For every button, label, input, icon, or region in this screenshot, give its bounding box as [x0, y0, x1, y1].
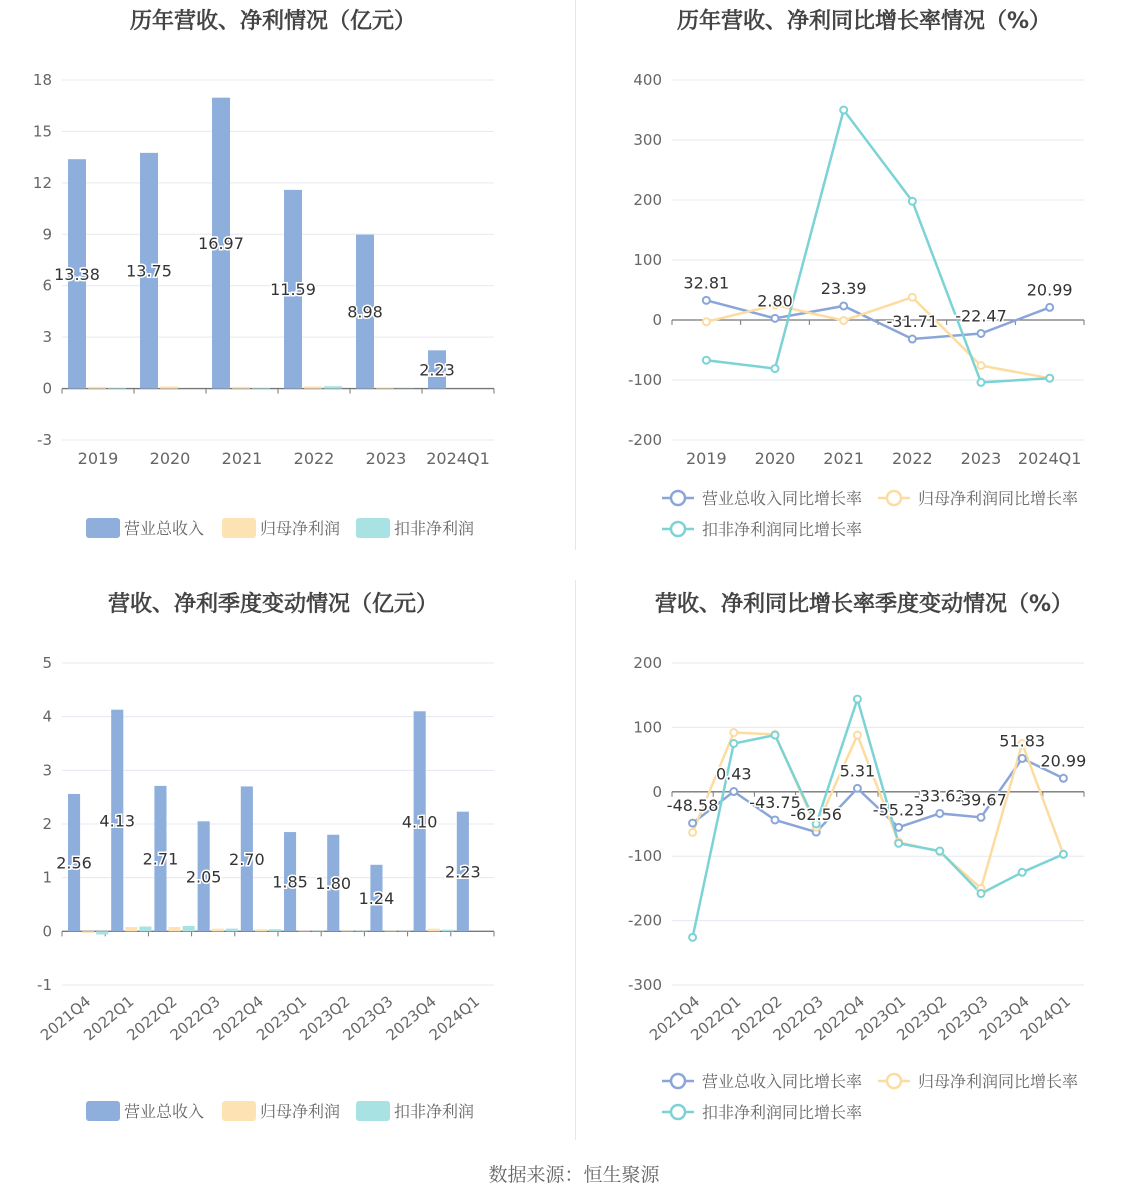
x-tick-label: 2021Q4: [645, 992, 704, 1045]
legend-swatch: [356, 1101, 390, 1121]
divider-bottom: [575, 580, 576, 1140]
x-tick-label: 2023: [365, 449, 407, 468]
point-营业总收入同比增长率: [1046, 304, 1053, 311]
point-营业总收入同比增长率: [1060, 775, 1067, 782]
legend-swatch: [222, 518, 256, 538]
legend-label: 营业总收入同比增长率: [702, 1072, 863, 1091]
point-营业总收入同比增长率: [936, 810, 943, 817]
point-扣非净利润同比增长率: [978, 890, 985, 897]
point-扣非净利润同比增长率: [840, 107, 847, 114]
legend-marker: [887, 1074, 901, 1088]
y-tick-label: 200: [633, 654, 662, 672]
data-label: 5.31: [839, 761, 876, 781]
x-tick-label: 2022Q2: [728, 992, 786, 1045]
data-label: 51.83: [999, 731, 1046, 751]
bar-扣非净利润: [226, 929, 238, 932]
point-营业总收入同比增长率: [854, 785, 861, 792]
data-source: 数据来源：恒生聚源: [488, 1164, 660, 1186]
data-label: 2.80: [757, 291, 793, 311]
legend-marker: [887, 491, 901, 505]
legend-marker: [671, 1105, 685, 1119]
bar-归母净利润: [376, 388, 394, 389]
x-tick-label: 2019: [77, 449, 119, 468]
x-tick-label: 2022Q2: [123, 992, 181, 1045]
bar-归母净利润: [82, 931, 94, 933]
bar-扣非净利润: [442, 930, 454, 932]
y-tick-label: 100: [633, 251, 662, 269]
data-label: 4.13: [99, 811, 136, 831]
data-label: 13.38: [54, 264, 100, 284]
y-tick-label: 100: [633, 718, 662, 737]
point-归母净利润同比增长率: [909, 294, 916, 301]
data-label: -43.75: [749, 792, 801, 812]
bar-扣非净利润: [108, 388, 126, 389]
bar-归母净利润: [168, 927, 180, 931]
point-营业总收入同比增长率: [909, 336, 916, 343]
data-label: 2.23: [419, 360, 455, 380]
divider-top: [575, 0, 576, 550]
data-label: 16.97: [198, 234, 244, 254]
x-tick-label: 2024Q1: [425, 992, 483, 1045]
annual-amounts-chart: [0, 0, 574, 583]
bar-扣非净利润: [324, 386, 342, 388]
bar-归母净利润: [88, 387, 106, 389]
data-label: 2.23: [445, 862, 481, 882]
point-归母净利润同比增长率: [854, 732, 861, 739]
x-tick-label: 2023Q3: [339, 992, 397, 1045]
point-营业总收入同比增长率: [895, 824, 902, 831]
x-tick-label: 2022Q3: [166, 992, 224, 1045]
x-tick-label: 2022Q3: [769, 992, 827, 1045]
y-tick-label: 3: [42, 328, 52, 347]
legend-label: 营业总收入同比增长率: [702, 489, 863, 508]
x-tick-label: 2023: [960, 449, 1002, 468]
legend-label: 扣非净利润: [394, 519, 475, 538]
y-tick-label: -200: [627, 911, 662, 930]
y-tick-label: -100: [627, 847, 662, 866]
point-扣非净利润同比增长率: [1060, 851, 1067, 858]
quarterly-growth-svg: [574, 583, 1148, 1166]
legend-label: 归母净利润同比增长率: [918, 1072, 1079, 1091]
point-扣非净利润同比增长率: [772, 732, 779, 739]
point-扣非净利润同比增长率: [1019, 869, 1026, 876]
chart-title: 营收、净利季度变动情况（亿元）: [107, 592, 439, 617]
x-tick-label: 2023Q1: [252, 992, 311, 1045]
bar-归母净利润: [125, 927, 137, 931]
y-tick-label: 400: [633, 71, 662, 89]
y-tick-label: 0: [652, 311, 662, 329]
point-扣非净利润同比增长率: [909, 198, 916, 205]
y-tick-label: 1: [42, 868, 52, 887]
x-tick-label: 2022Q1: [80, 992, 138, 1045]
bar-归母净利润: [160, 386, 178, 388]
point-归母净利润同比增长率: [703, 318, 710, 325]
legend-swatch: [86, 518, 120, 538]
data-label: -22.47: [955, 306, 1007, 326]
point-扣非净利润同比增长率: [689, 934, 696, 941]
data-label: 8.98: [347, 302, 383, 322]
x-tick-label: 2023Q2: [893, 992, 951, 1045]
data-label: 0.43: [715, 764, 752, 784]
data-label: 4.10: [401, 812, 438, 832]
data-label: 20.99: [1026, 280, 1073, 300]
x-tick-label: 2021: [221, 449, 263, 468]
point-扣非净利润同比增长率: [895, 840, 902, 847]
data-label: -33.62: [914, 786, 966, 806]
data-label: -55.23: [872, 800, 925, 820]
point-归母净利润同比增长率: [689, 829, 696, 836]
annual-growth-svg: [574, 0, 1148, 583]
y-tick-label: 2: [42, 815, 52, 833]
point-归母净利润同比增长率: [840, 317, 847, 324]
bar-归母净利润: [232, 387, 250, 389]
legend-label: 营业总收入: [124, 519, 205, 538]
legend-swatch: [356, 518, 390, 538]
y-tick-label: 15: [32, 122, 52, 141]
bar-扣非净利润: [399, 931, 411, 932]
data-label: -48.58: [666, 796, 719, 816]
bar-扣非净利润: [269, 929, 281, 931]
x-tick-label: 2021Q4: [36, 992, 95, 1045]
chart-title: 历年营收、净利情况（亿元）: [129, 9, 417, 34]
x-tick-label: 2024Q1: [1016, 992, 1074, 1045]
bar-归母净利润: [428, 929, 440, 932]
x-tick-label: 2022: [891, 449, 933, 468]
x-tick-label: 2021: [823, 449, 865, 468]
legend-label: 归母净利润同比增长率: [918, 489, 1079, 508]
bar-归母净利润: [304, 386, 322, 388]
y-tick-label: -3: [37, 431, 52, 449]
y-tick-label: 18: [32, 71, 52, 89]
point-营业总收入同比增长率: [689, 820, 696, 827]
x-tick-label: 2022Q4: [209, 992, 267, 1045]
data-label: 2.71: [142, 849, 179, 869]
y-tick-label: 0: [652, 782, 662, 801]
quarterly-amounts-chart: [0, 583, 574, 1166]
point-营业总收入同比增长率: [978, 814, 985, 821]
bar-归母净利润: [255, 929, 267, 931]
legend-swatch: [86, 1101, 120, 1121]
x-tick-label: 2024Q1: [426, 449, 490, 468]
y-tick-label: 6: [42, 276, 52, 295]
bar-归母净利润: [212, 929, 224, 932]
legend-label: 归母净利润: [260, 519, 341, 538]
legend-marker: [671, 522, 685, 536]
point-扣非净利润同比增长率: [1046, 375, 1053, 382]
bar-归母净利润: [341, 931, 353, 932]
bar-扣非净利润: [96, 931, 108, 934]
data-label: 2.70: [229, 849, 265, 869]
x-tick-label: 2019: [685, 449, 727, 468]
point-扣非净利润同比增长率: [772, 365, 779, 372]
y-tick-label: 9: [42, 225, 52, 244]
x-tick-label: 2023Q3: [934, 992, 992, 1045]
x-tick-label: 2022Q4: [810, 992, 868, 1045]
point-营业总收入同比增长率: [730, 788, 737, 795]
data-label: 2.56: [56, 853, 92, 873]
x-tick-label: 2023Q2: [296, 992, 354, 1045]
legend-label: 扣非净利润同比增长率: [702, 520, 863, 539]
point-营业总收入同比增长率: [978, 330, 985, 337]
annual-growth-chart: [574, 0, 1148, 583]
x-tick-label: 2023Q4: [975, 992, 1033, 1045]
point-扣非净利润同比增长率: [854, 696, 861, 703]
y-tick-label: 4: [42, 707, 52, 726]
legend-label: 营业总收入: [124, 1102, 205, 1121]
y-tick-label: 200: [633, 191, 662, 209]
data-label: 1.80: [315, 874, 352, 894]
data-label: -39.67: [955, 790, 1007, 810]
y-tick-label: -100: [627, 371, 662, 389]
bar-扣非净利润: [355, 931, 367, 932]
bar-扣非净利润: [312, 931, 324, 932]
bar-归母净利润: [298, 931, 310, 932]
point-扣非净利润同比增长率: [703, 357, 710, 364]
data-label: 11.59: [270, 280, 316, 300]
annual-amounts-svg: [0, 0, 574, 583]
y-tick-label: 300: [633, 131, 662, 149]
data-label: 32.81: [683, 273, 730, 293]
point-营业总收入同比增长率: [772, 315, 779, 322]
line-扣非净利润同比增长率: [706, 110, 1049, 382]
y-tick-label: 3: [42, 761, 52, 780]
x-tick-label: 2020: [149, 449, 191, 468]
chart-title: 营收、净利同比增长率季度变动情况（%）: [654, 592, 1074, 617]
point-归母净利润同比增长率: [730, 729, 737, 736]
x-tick-label: 2020: [754, 449, 796, 468]
data-label: 2.05: [185, 867, 222, 887]
legend-label: 扣非净利润: [394, 1102, 475, 1121]
quarterly-growth-chart: [574, 583, 1148, 1166]
chart-title: 历年营收、净利同比增长率情况（%）: [676, 9, 1052, 34]
x-tick-label: 2022Q1: [687, 992, 745, 1045]
point-归母净利润同比增长率: [978, 362, 985, 369]
point-营业总收入同比增长率: [840, 302, 847, 309]
y-tick-label: -200: [627, 431, 662, 449]
bar-扣非净利润: [252, 388, 270, 389]
x-tick-label: 2024Q1: [1017, 449, 1082, 468]
bar-扣非净利润: [139, 927, 151, 932]
point-扣非净利润同比增长率: [978, 379, 985, 386]
y-tick-label: -300: [627, 976, 662, 994]
y-tick-label: -1: [37, 976, 52, 994]
y-tick-label: 5: [42, 654, 52, 672]
bar-扣非净利润: [183, 926, 195, 931]
y-tick-label: 12: [32, 173, 52, 192]
data-label: -31.71: [886, 312, 939, 332]
x-tick-label: 2022: [293, 449, 335, 468]
legend-label: 归母净利润: [260, 1102, 341, 1121]
legend-swatch: [222, 1101, 256, 1121]
point-营业总收入同比增长率: [703, 297, 710, 304]
x-tick-label: 2023Q1: [851, 992, 910, 1045]
data-label: 23.39: [820, 278, 867, 298]
data-label: 13.75: [126, 261, 172, 281]
legend-label: 扣非净利润同比增长率: [702, 1103, 863, 1122]
x-tick-label: 2023Q4: [382, 992, 440, 1045]
point-扣非净利润同比增长率: [730, 740, 737, 747]
legend-marker: [671, 1074, 685, 1088]
data-label: 1.24: [358, 889, 395, 909]
point-营业总收入同比增长率: [772, 816, 779, 823]
bar-归母净利润: [384, 931, 396, 932]
point-扣非净利润同比增长率: [936, 848, 943, 855]
y-tick-label: 0: [42, 922, 52, 941]
quarterly-amounts-svg: [0, 583, 574, 1166]
y-tick-label: 0: [42, 379, 52, 398]
data-label: -62.56: [790, 805, 842, 825]
point-营业总收入同比增长率: [1019, 755, 1026, 762]
legend-marker: [671, 491, 685, 505]
data-label: 1.85: [272, 872, 308, 892]
data-label: 20.99: [1040, 751, 1087, 771]
